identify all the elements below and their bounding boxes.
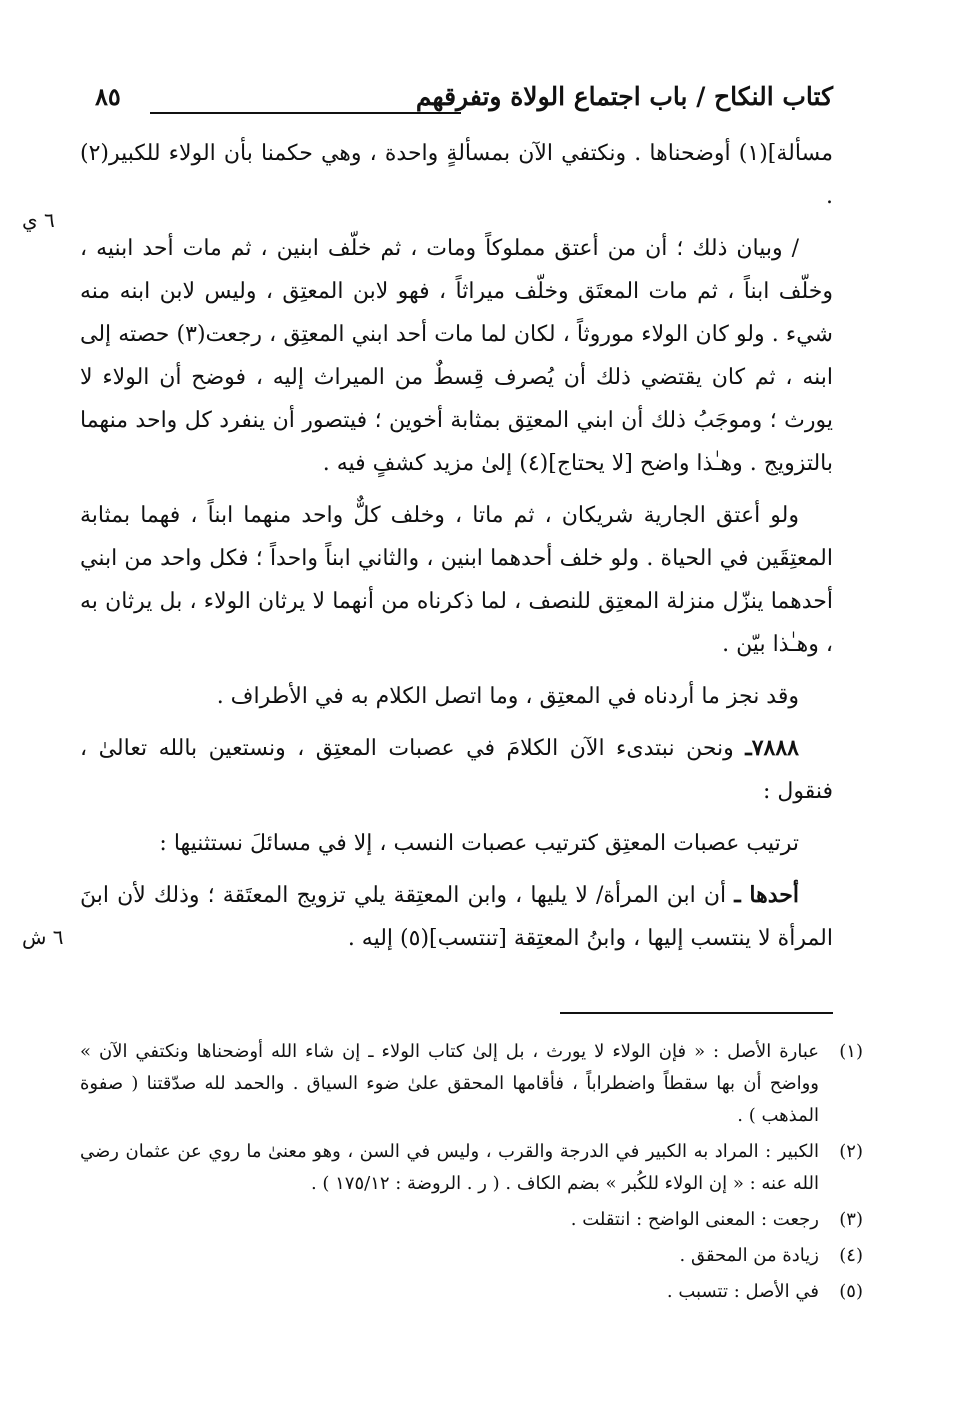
footnote [80,1276,863,1308]
footnote-number: (٢) [839,1141,863,1162]
footnote-text: رجعت : المعنى الواضح : انتقلت . [570,1209,819,1230]
body-text [80,132,833,969]
footnote-number: (١) [839,1041,863,1062]
paragraph: مسألة](١) أوضحناها . ونكتفي الآن بمسألةٍ واحدة ، وهي حكمنا بأن الولاء للكبير(٢) . [80,141,833,209]
footnotes [80,1036,863,1312]
item-lead: أحدها ـ [734,882,799,908]
footnote-number: (٤) [839,1245,863,1266]
footnote [80,1036,863,1132]
footnote-divider [560,1012,833,1014]
footnote [80,1240,863,1272]
paragraph-text: ونحن نبتدىء الآن الكلامَ في عصبات المعتِق ، ونستعين بالله تعالىٰ ، فنقول : [80,736,833,804]
paragraph: وقد نجز ما أردناه في المعتِق ، وما اتصل الكلام به في الأطراف . [216,684,799,709]
paragraph [80,874,833,960]
paragraph [80,727,833,813]
header-rule [150,112,461,114]
footnote-text: الكبير : المراد به الكبير في الدرجة والقرب ، وليس في السن ، وهو معنىٰ ما روي عن عثمان رضي الله عنه : « إن الولاء للكُبر » بضم الكاف . ( ر . الروضة : ١٧٥/١٢ ) . [80,1141,819,1194]
paragraph-text: أن ابن المرأة/ لا يليها ، وابن المعتِقة يلي تزويج المعتَقة ؛ وذلك لأن ابنَ المرأة لا ينتسب إليها ، وابنُ المعتِقة [تنتسب](٥) إليه . [80,883,833,951]
margin-note: ٦ ي [22,208,55,232]
footnote [80,1136,863,1200]
section-number: ٧٨٨٨ـ [745,735,799,761]
footnote [80,1204,863,1236]
footnote-text: عبارة الأصل : « فإن الولاء لا يورث ، بل إلىٰ كتاب الولاء ـ إن شاء الله أوضحناها ونكتفي الآن » وواضح أن بها سقطاً واضطراباً ، فأقامها المحقق علىٰ ضوء السياق . والحمد لله صدّقتنا ( صفوة المذهب ) . [80,1041,819,1126]
paragraph: ولو أعتق الجارية شريكان ، ثم ماتا ، وخلف كلٌّ واحد منهما ابناً ، فهما بمثابة المعتِقَين في الحياة . ولو خلف أحدهما ابنين ، والثاني ابناً واحداً ؛ فكل واحد من ابني أحدهما ينزّل منزلة المعتِق للنصف ، لما ذكرناه من أنهما لا يرثان الولاء ، بل يرثان به ، وهـٰذا بيّن . [80,503,833,657]
running-title: كتاب النكاح / باب اجتماع الولاة وتفرقهم [415,82,833,111]
footnote-text: زيادة من المحقق . [679,1245,819,1266]
footnote-number: (٣) [839,1209,863,1230]
paragraph: ترتيب عصبات المعتِق كترتيب عصبات النسب ، إلا في مسائلَ نستثنيها : [159,831,799,856]
page-number: ٨٥ [95,82,121,111]
margin-note: ٦ ش [22,925,64,949]
footnote-number: (٥) [839,1281,863,1302]
footnote-text: في الأصل : تتسبب . [666,1281,819,1302]
paragraph: / وبيان ذلك ؛ أن من أعتق مملوكاً ومات ، ثم خلّف ابنين ، ثم مات أحد ابنيه ، وخلّف ابناً ، ثم مات المعتَق وخلّف ميراثاً ، فهو لابن المعتِق ، وليس لابن ابنه منه شيء . ولو كان الولاء موروثاً ، لكان لما مات أحد ابني المعتِق ، رجعت(٣) حصته إلى ابنه ، ثم كان يقتضي ذلك أن يُصرف قِسطٌ من الميراث إليه ، فوضح أن الولاء لا يورث ؛ وموجَبُ ذلك أن ابني المعتِق بمثابة أخوين ؛ فيتصور أن ينفرد كل واحد منهما بالتزويج . وهـٰذا واضح [لا يحتاج](٤) إلىٰ مزيد كشفٍ فيه . [80,236,833,476]
page-header [95,82,833,126]
